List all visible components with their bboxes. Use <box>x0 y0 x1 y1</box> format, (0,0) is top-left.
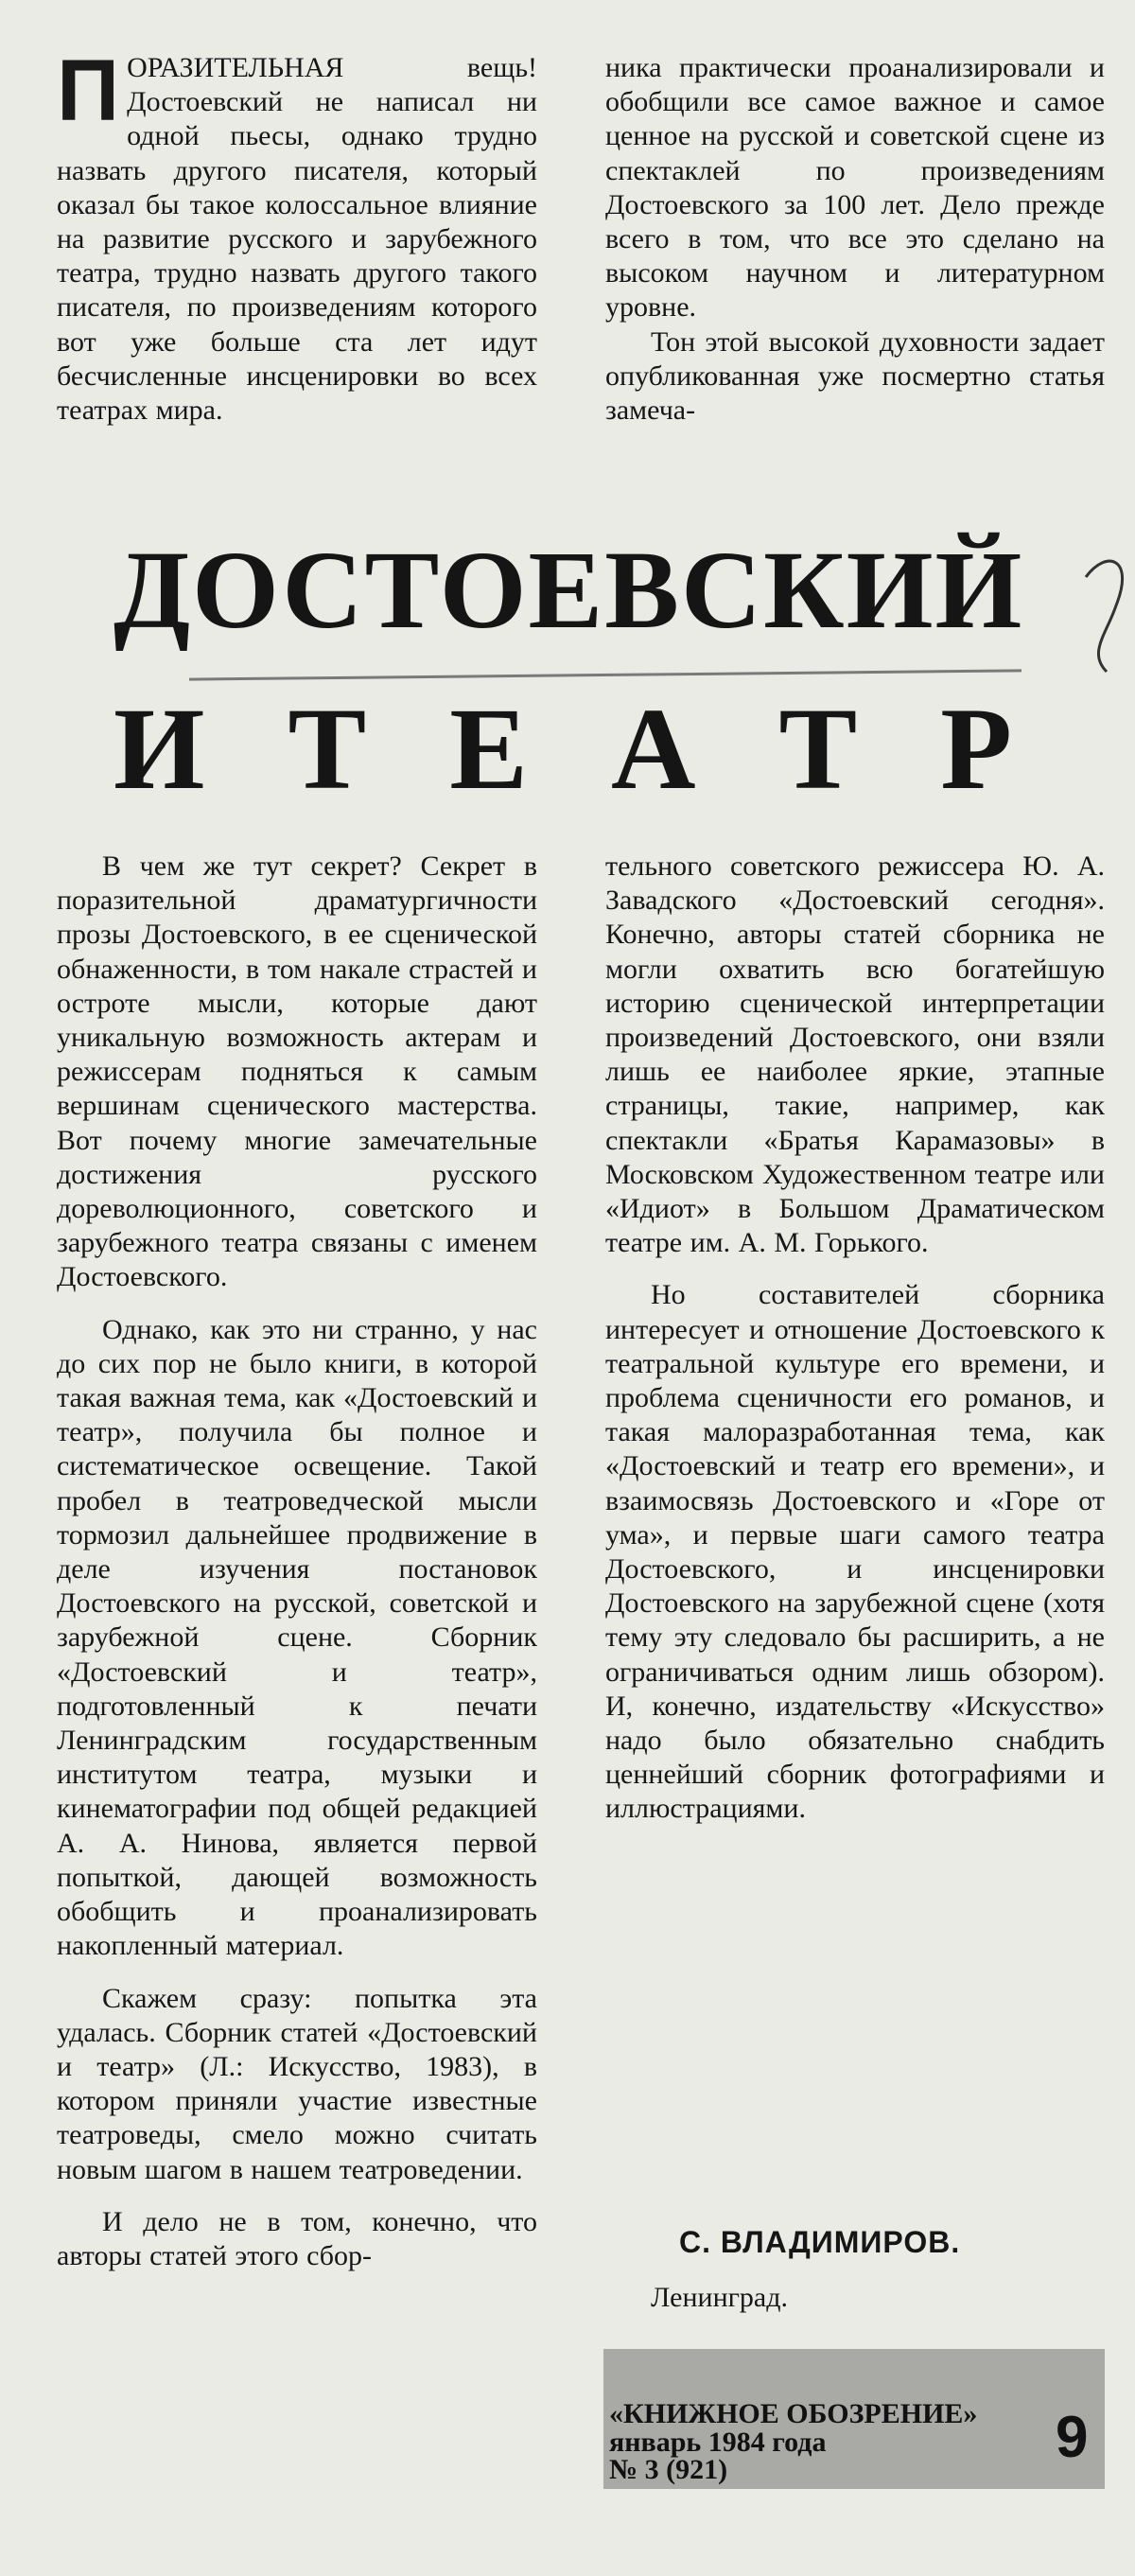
lead-col2-paragraph: ника практически проанализировали и обобщили все самое важное и самое ценное на русской и советской сцене из спектаклей по произведениям Достоевского за 100 лет. Дело прежде всего в том, что все это сделано на высоком научном и литературном уровне. <box>605 52 1105 324</box>
publication-name: «КНИЖНОЕ ОБОЗРЕНИЕ» <box>609 2398 978 2429</box>
headline-letter: А <box>610 684 696 814</box>
publication-info-box <box>603 2349 1105 2489</box>
headline-letter: Т <box>288 684 367 814</box>
body-paragraph: В чем же тут секрет? Секрет в поразительной драматургичности прозы Достоевского, в ее сценической обнаженности, в том накале страстей и остроте мысли, которые дают уникальную возможность актерам и режиссерам подняться к самым вершинам сценического мастерства. Вот почему многие замечательные достижения русского дореволюционного, советского и зарубежного театра связаны с именем Достоевского. <box>57 850 537 1293</box>
page-number: 9 <box>1056 2405 1089 2470</box>
headline-letter: И <box>114 684 205 814</box>
lead-column-right <box>605 51 1105 428</box>
lead-paragraph <box>57 43 537 428</box>
publication-issue: № 3 (921) <box>609 2454 728 2485</box>
publication-date: январь 1984 года <box>609 2427 827 2458</box>
body-column-left <box>57 850 537 2273</box>
lead-first-word: ОРАЗИТЕЛЬНАЯ <box>127 52 344 83</box>
headline-letter: Т <box>778 684 858 814</box>
body-paragraph: Однако, как это ни странно, у нас до сих пор не было книги, в которой такая важная тема, как «Достоевский и театр», получила бы полное и систематическое освещение. Такой пробел в театроведческой мысли тормозил дальнейшее продвижение в деле изучения постановок Достоевского на русской, советской и зарубежной сцене. Сборник «Достоевский и театр», подготовленный к печати Ленинградским государственным институтом театра, музыки и кинематографии под общей редакцией А. А. Нинова, является первой попыткой, дающей возможность обобщить и проанализировать накопленный материал. <box>57 1313 537 1962</box>
body-paragraph: Скажем сразу: попытка эта удалась. Сборник статей «Достоевский и театр» (Л.: Искусство, 1983), в котором приняли участие известные театроведы, смело можно считать новым шагом в нашем театроведении. <box>57 1982 537 2185</box>
handwritten-mark-icon <box>1078 549 1135 681</box>
headline-underline <box>189 669 1022 680</box>
headline-letter: Р <box>940 684 1012 814</box>
headline-line-2 <box>114 684 1012 814</box>
lead-col2-paragraph-2: Тон этой высокой духовности задает опубликованная уже посмертно статья замеча- <box>605 325 1105 427</box>
lead-text: вещь! Достоевский не написал ни одной пьесы, однако трудно назвать другого писателя, который оказал бы такое колоссальное влияние на развитие русского и зарубежного театра, трудно назвать другого такого писателя, по произведениям которого вот уже больше ста лет идут бесчисленные инсценировки во всех театрах мира. <box>57 52 537 427</box>
headline-letter: Е <box>449 684 528 814</box>
lead-column-left <box>57 43 537 428</box>
body-column-right <box>605 850 1105 1827</box>
body-paragraph: тельного советского режиссера Ю. А. Завадского «Достоевский сегодня». Конечно, авторы статей сборника не могли охватить всю богатейшую историю сценической интерпретации произведений Достоевского, они взяли лишь ее наиболее яркие, этапные страницы, такие, например, как спектакли «Братья Карамазовы» в Московском Художественном театре или «Идиот» в Большом Драматическом театре им. А. М. Горького. <box>605 850 1105 1259</box>
author-signature: С. ВЛАДИМИРОВ. <box>679 2225 961 2259</box>
body-paragraph: И дело не в том, конечно, что авторы статей этого сбор- <box>57 2205 537 2271</box>
headline-line-1: ДОСТОЕВСКИЙ <box>114 528 1024 652</box>
author-city: Ленинград. <box>651 2282 789 2313</box>
drop-cap: П <box>57 43 120 139</box>
body-paragraph: Но составителей сборника интересует и отношение Достоевского к театральной культуре его времени, и проблема сценичности его романов, и такая малоразработанная тема, как «Достоевский и театр его времени», и взаимосвязь Достоевского и «Горе от ума», и первые шаги самого театра Достоевского, и инсценировки Достоевского на зарубежной сцене (хотя тему эту следовало бы расширить, а не ограничиваться одним лишь обзором). И, конечно, издательству «Искусство» надо было обязательно снабдить ценнейший сборник фотографиями и иллюстрациями. <box>605 1279 1105 1825</box>
